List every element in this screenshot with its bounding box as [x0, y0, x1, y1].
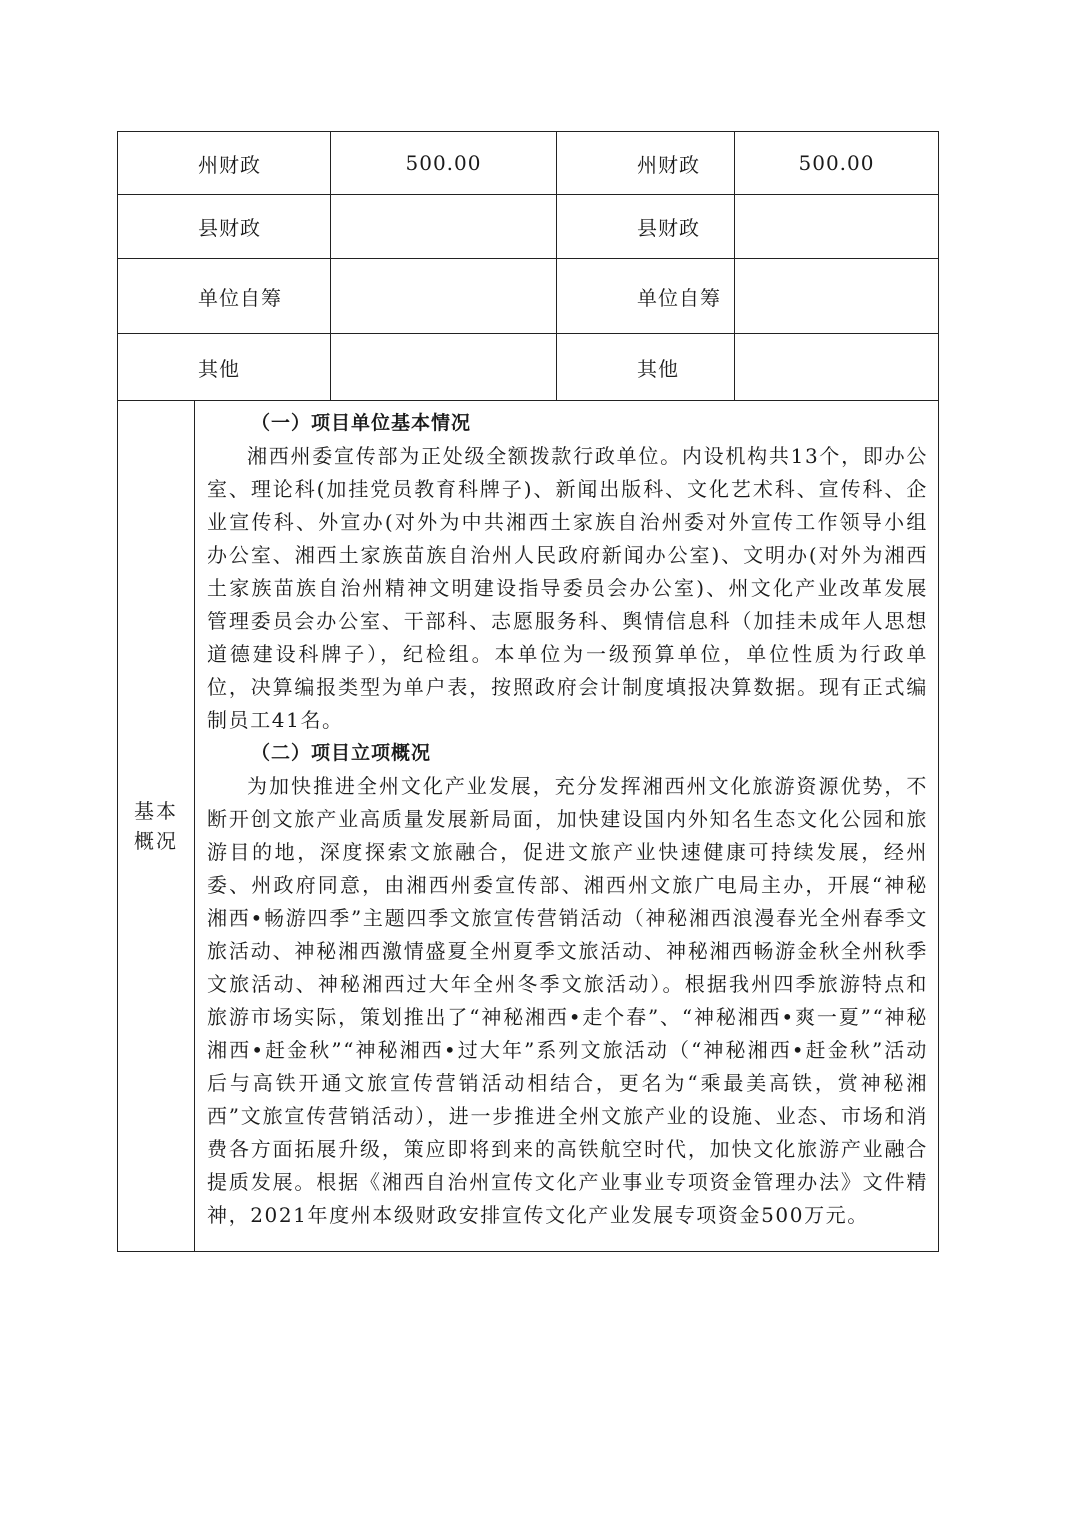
overview-label-cell: [118, 401, 195, 1252]
funding-value-left: [331, 195, 557, 259]
table-row: [118, 195, 939, 259]
funding-value-right: [735, 334, 939, 401]
funding-value-right: [735, 195, 939, 259]
overview-row: [118, 401, 939, 1252]
overview-label-line: 基本: [134, 799, 178, 823]
section-heading: （二）项目立项概况: [251, 742, 432, 764]
table-row: [118, 132, 939, 195]
funding-label-left: 单位自筹: [118, 259, 331, 334]
funding-value-left: [331, 259, 557, 334]
funding-label-right: 县财政: [557, 195, 735, 259]
funding-label-left: 州财政: [118, 132, 331, 195]
overview-content-cell: [195, 401, 939, 1252]
funding-source-table: [117, 131, 939, 401]
table-row: [118, 334, 939, 401]
overview-label-line: 概况: [134, 829, 178, 853]
section-heading: （一）项目单位基本情况: [251, 412, 472, 434]
funding-value-left: 500.00: [331, 132, 557, 195]
funding-value-right: [735, 259, 939, 334]
section-paragraph: 为加快推进全州文化产业发展，充分发挥湘西州文化旅游资源优势，不断开创文旅产业高质量发展新局面，加快建设国内外知名生态文化公园和旅游目的地，深度探索文旅融合，促进文旅产业快速健康可持续发展，经州委、州政府同意，由湘西州委宣传部、湘西州文旅广电局主办，开展“神秘湘西•畅游四季”主题四季文旅宣传营销活动（神秘湘西浪漫春光全州春季文旅活动、神秘湘西激情盛夏全州夏季文旅活动、神秘湘西畅游金秋全州秋季文旅活动、神秘湘西过大年全州冬季文旅活动）。根据我州四季旅游特点和旅游市场实际，策划推出了“神秘湘西•走个春”、“神秘湘西•爽一夏”“神秘湘西•赶金秋”“神秘湘西•过大年”系列文旅活动（“神秘湘西•赶金秋”活动后与高铁开通文旅宣传营销活动相结合，更名为“乘最美高铁，赏神秘湘西”文旅宣传营销活动），进一步推进全州文旅产业的设施、业态、市场和消费各方面拓展升级，策应即将到来的高铁航空时代，加快文化旅游产业融合提质发展。根据《湘西自治州宣传文化产业事业专项资金管理办法》文件精神，2021年度州本级财政安排宣传文化产业发展专项资金500万元。: [207, 774, 928, 1227]
funding-label-left: 县财政: [118, 195, 331, 259]
table-row: [118, 259, 939, 334]
funding-value-left: [331, 334, 557, 401]
funding-value-right: 500.00: [735, 132, 939, 195]
funding-label-right: 其他: [557, 334, 735, 401]
overview-table: [117, 400, 939, 1252]
funding-label-right: 州财政: [557, 132, 735, 195]
funding-label-left: 其他: [118, 334, 331, 401]
section-paragraph: 湘西州委宣传部为正处级全额拨款行政单位。内设机构共13个，即办公室、理论科(加挂党员教育科牌子)、新闻出版科、文化艺术科、宣传科、企业宣传科、外宣办(对外为中共湘西土家族自治州委对外宣传工作领导小组办公室、湘西土家族苗族自治州人民政府新闻办公室)、文明办(对外为湘西土家族苗族自治州精神文明建设指导委员会办公室)、州文化产业改革发展管理委员会办公室、干部科、志愿服务科、舆情信息科（加挂未成年人思想道德建设科牌子），纪检组。本单位为一级预算单位，单位性质为行政单位，决算编报类型为单户表，按照政府会计制度填报决算数据。现有正式编制员工41名。: [207, 444, 928, 732]
funding-label-right: 单位自筹: [557, 259, 735, 334]
